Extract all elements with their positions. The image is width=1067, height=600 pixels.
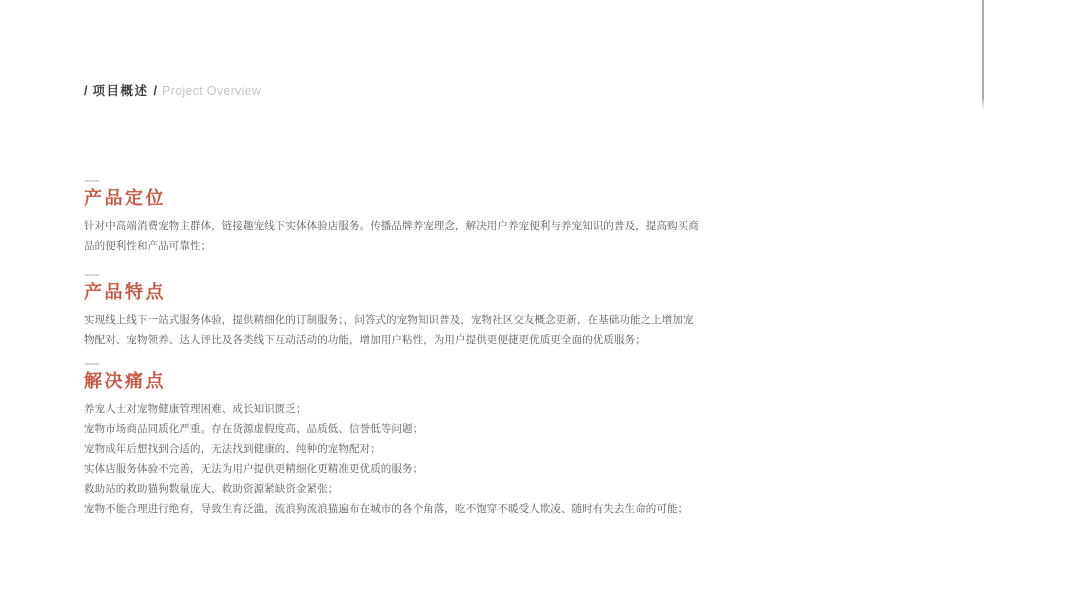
body-line: 物配对、宠物领养、达人评比及各类线下互动活动的功能，增加用户粘性，为用户提供更便捷更优质更全面的优质服务；: [84, 334, 646, 346]
top-right-divider-line: [982, 0, 984, 110]
body-line: 实体店服务体验不完善，无法为用户提供更精细化更精准更优质的服务；: [84, 463, 424, 475]
body-line: 实现线上线下一站式服务体验，提供精细化的订制服务；，问答式的宠物知识普及，宠物社区交友概念更新，在基础功能之上增加宠: [84, 314, 694, 326]
body-line: 养宠人士对宠物健康管理困难、成长知识匮乏；: [84, 403, 307, 415]
section-title: 产品特点: [84, 282, 166, 302]
body-line: 针对中高端消费宠物主群体，链接趣宠线下实体体验店服务。传播品牌养宠理念，解决用户养宠便利与养宠知识的普及，提高购买商: [84, 220, 699, 232]
body-line: 品的便利性和产品可靠性；: [84, 240, 212, 252]
body-line: 宠物成年后想找到合适的，无法找到健康的、纯种的宠物配对；: [84, 443, 381, 455]
section-product-features: [84, 274, 724, 350]
section-title: 产品定位: [84, 188, 166, 208]
body-line: 宠物不能合理进行绝育，导致生育泛滥，流浪狗流浪猫遍布在城市的各个角落，吃不饱穿不暖受人欺凌、随时有失去生命的可能；: [84, 503, 689, 515]
section-title: 解决痛点: [84, 371, 166, 391]
header-slash-left: /: [84, 84, 88, 98]
section-dash: [85, 274, 99, 276]
section-product-positioning: [84, 180, 724, 256]
section-pain-points: [84, 363, 724, 519]
body-line: 宠物市场商品同质化严重。存在货源虚假度高、品质低、信誉低等问题；: [84, 423, 424, 435]
header-slash-right: /: [153, 84, 157, 98]
breadcrumb: [84, 83, 261, 99]
page-title-zh: 项目概述: [92, 84, 149, 98]
page-title-en: Project Overview: [161, 84, 262, 98]
body-line: 救助站的救助猫狗数量庞大，救助资源紧缺资金紧张；: [84, 483, 339, 495]
section-dash: [85, 180, 99, 182]
section-dash: [85, 363, 99, 365]
